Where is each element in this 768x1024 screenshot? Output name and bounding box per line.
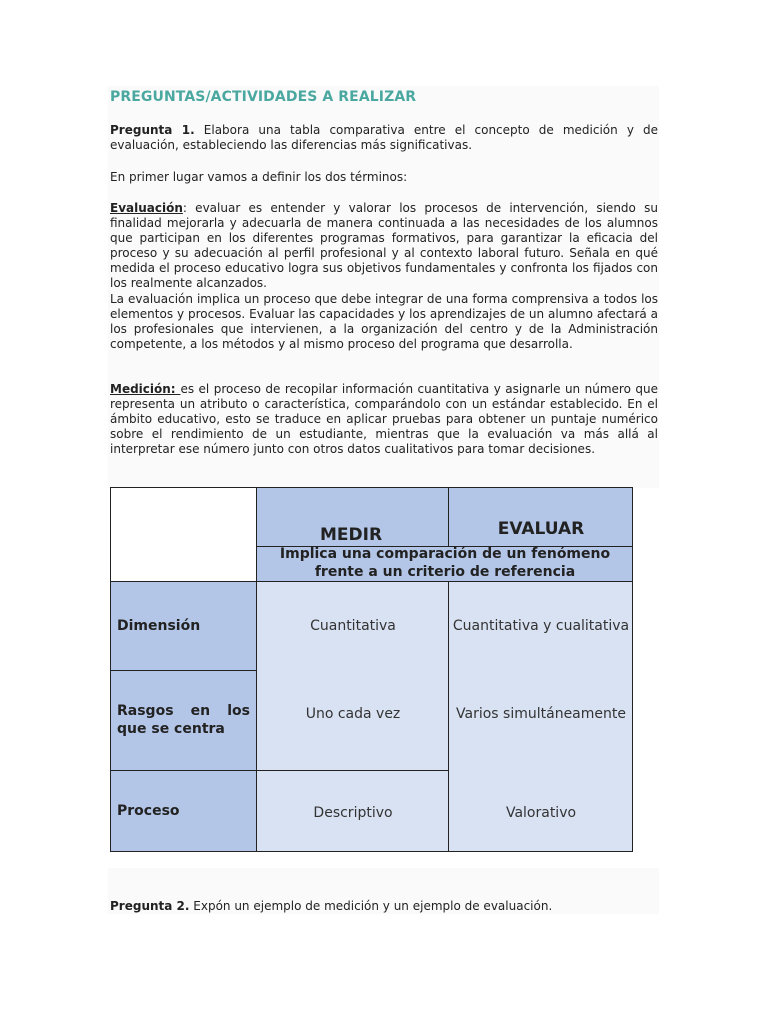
evaluacion-text: : evaluar es entender y valorar los procesos de intervención, siendo su finalidad mejorarla y adecuarla de manera continuada a las necesidades de los alumnos que participan en los diferentes programas formativos, para garantizar la eficacia del proceso y su adecuación al perfil profesional y al contexto laboral futuro. Señala en qué medida el proceso educativo logra sus objetivos fundamentales y confronta los fijados con los realmente alcanzados. [110, 201, 658, 290]
medicion-term: Medición: [110, 382, 181, 396]
dimension-evaluar-value: Cuantitativa y cualitativa [452, 618, 630, 634]
table-hline-4 [110, 770, 449, 771]
header-medir: MEDIR [320, 525, 383, 545]
question-2-label: Pregunta 2. [110, 899, 190, 913]
row-label-dimension: Dimensión [117, 618, 201, 634]
question-2 [110, 899, 658, 914]
question-2-text: Expón un ejemplo de medición y un ejemplo de evaluación. [189, 899, 553, 913]
medicion-text: es el proceso de recopilar información cuantitativa y asignarle un número que representa un atributo o característica, comparándolo con un estándar establecido. En el ámbito educativo, esto se traduce en aplicar pruebas para obtener un puntaje numérico sobre el rendimiento de un estudiante, mientras que la evaluación va más allá al interpretar ese número junto con otros datos cualitativos para tomar decisiones. [110, 382, 658, 456]
evaluacion-paragraph-2: La evaluación implica un proceso que debe integrar de una forma comprensiva a todos los elementos y procesos. Evaluar las capacidades y los aprendizajes de un alumno afectará a los profesionales que intervienen, a la organización del centro y de la Administración competente, a los métodos y al mismo proceso del programa que desarrolla. [110, 292, 658, 351]
evaluacion-definition [110, 201, 658, 291]
question-1-label: Pregunta 1. [110, 123, 195, 137]
table-hline-2 [110, 581, 633, 582]
question-1-text: Elabora una tabla comparativa entre el concepto de medición y de evaluación, estableciendo las diferencias más significativas. [110, 123, 658, 152]
row-label-rasgos: Rasgos en los que se centra [117, 703, 250, 737]
section-heading: PREGUNTAS/ACTIVIDADES A REALIZAR [110, 89, 417, 105]
row-label-proceso: Proceso [117, 803, 180, 819]
comparison-table [110, 487, 633, 852]
intro-paragraph: En primer lugar vamos a definir los dos términos: [110, 170, 408, 184]
medicion-definition [110, 382, 658, 457]
header-evaluar: EVALUAR [497, 519, 585, 539]
proceso-evaluar-value: Valorativo [505, 805, 577, 821]
proceso-medir-value: Descriptivo [313, 805, 393, 821]
rasgos-medir-value: Uno cada vez [305, 706, 401, 722]
question-1 [110, 123, 658, 153]
evaluacion-term: Evaluación [110, 201, 183, 215]
dimension-medir-value: Cuantitativa [310, 618, 396, 634]
shared-criterion-text: Implica una comparación de un fenómeno frente a un criterio de referencia [279, 546, 611, 580]
rasgos-evaluar-value: Varios simultáneamente [456, 706, 626, 722]
table-hline-3 [110, 670, 257, 671]
